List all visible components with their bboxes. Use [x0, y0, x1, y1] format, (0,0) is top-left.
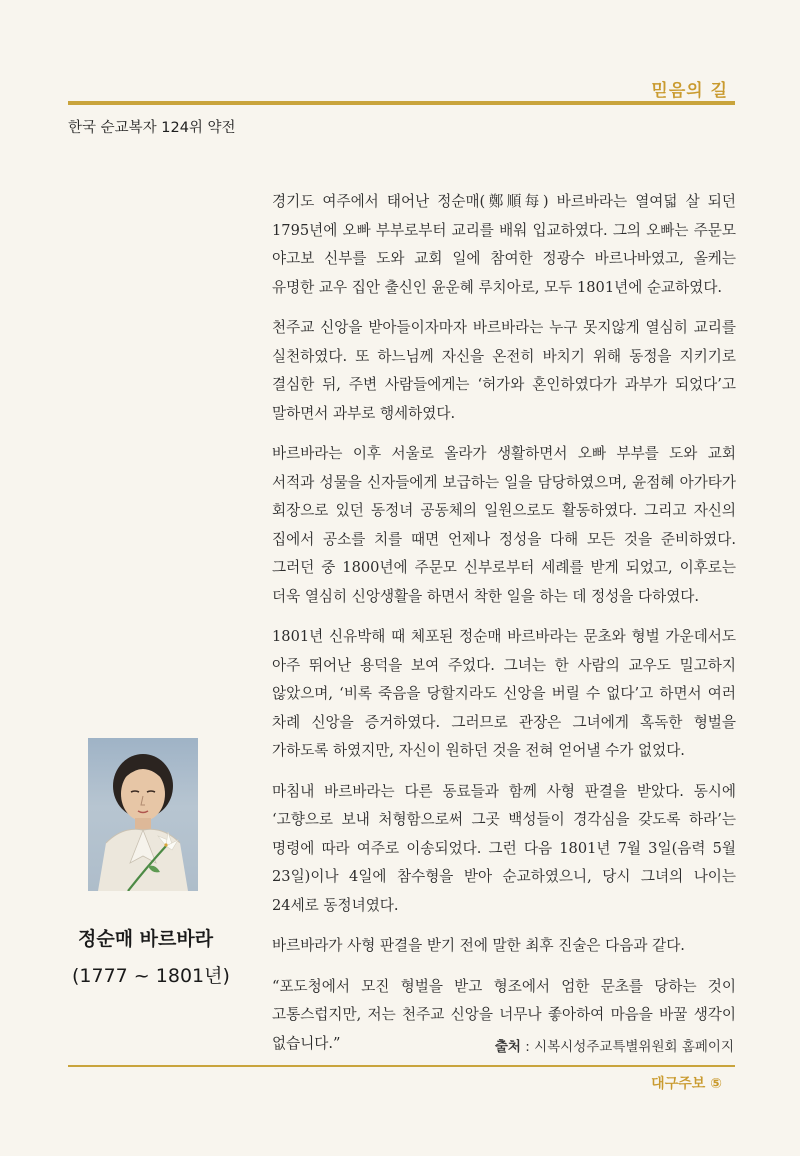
- source-text: 시복시성주교특별위원회 홈페이지: [534, 1039, 734, 1055]
- footer-divider: [68, 1065, 735, 1067]
- paragraph: 바르바라는 이후 서울로 올라가 생활하면서 오빠 부부를 도와 교회 서적과 성물을 신자들에게 보급하는 일을 담당하였으며, 윤점혜 아가타가 회장으로 있던 동정녀 공동체의 일원으로도 활동하였다. 그리고 자신의 집에서 공소를 치를 때면 언제나 정성을 다해 모든 것을 준비하였다. 그러던 중 1800년에 주문모 신부로부터 세례를 받게 되었고, 이후로는 더욱 열심히 신앙생활을 하면서 착한 일을 하는 데 정성을 다하였다.: [272, 445, 736, 605]
- paragraph: 경기도 여주에서 태어난 정순매(鄭順每) 바르바라는 열여덟 살 되던 1795년에 오빠 부부로부터 교리를 배워 입교하였다. 그의 오빠는 주문모 야고보 신부를 도와 교회 일에 참여한 정광수 바르나바였고, 올케는 유명한 교우 집안 출신인 윤운혜 루치아로, 모두 1801년에 순교하였다.: [272, 193, 736, 296]
- paragraph: 마침내 바르바라는 다른 동료들과 함께 사형 판결을 받았다. 동시에 ‘고향으로 보내 처형함으로써 그곳 백성들이 경각심을 갖도록 하라’는 명령에 따라 여주로 이송되었다. 그런 다음 1801년 7월 3일(음력 5월 23일)이나 4일에 참수형을 받아 순교하였으니, 당시 그녀의 나이는 24세로 동정녀였다.: [272, 782, 736, 914]
- paragraph: 바르바라가 사형 판결을 받기 전에 말한 최후 진술은 다음과 같다.: [272, 937, 685, 954]
- article-body: [272, 188, 736, 1070]
- source-label: 출처: [494, 1039, 521, 1055]
- header-divider: [68, 101, 735, 105]
- source-credit: [495, 1035, 734, 1055]
- source-separator: :: [520, 1039, 535, 1055]
- paragraph: 1801년 신유박해 때 체포된 정순매 바르바라는 문초와 형벌 가운데서도 아주 뛰어난 용덕을 보여 주었다. 그녀는 한 사람의 교우도 밀고하지 않았으며, ‘비록 죽음을 당할지라도 신앙을 버릴 수 없다’고 하면서 여러 차례 신앙을 증거하였다. 그러므로 관장은 그녀에게 혹독한 형벌을 가하도록 하였지만, 자신이 원하던 것을 전혀 얻어낼 수가 없었다.: [272, 628, 736, 759]
- footer-publication: 대구주보 ⑤: [651, 1076, 722, 1092]
- martyr-dates: (1777 ~ 1801년): [72, 965, 230, 987]
- portrait-image: [88, 738, 198, 891]
- martyr-name: 정순매 바르바라: [78, 928, 214, 950]
- section-title: 믿음의 길: [651, 81, 728, 101]
- series-label: 한국 순교복자 124위 약전: [68, 120, 236, 136]
- final-statement-quote: “포도청에서 모진 형벌을 받고 형조에서 엄한 문초를 당하는 것이 고통스럽지만, 저는 천주교 신앙을 너무나 좋아하여 마음을 바꿀 생각이 없습니다.”: [272, 977, 736, 1052]
- paragraph: 천주교 신앙을 받아들이자마자 바르바라는 누구 못지않게 열심히 교리를 실천하였다. 또 하느님께 자신을 온전히 바치기 위해 동정을 지키기로 결심한 뒤, 주변 사람들에게는 ‘허가와 혼인하였다가 과부가 되었다’고 말하면서 과부로 행세하였다.: [272, 319, 736, 422]
- portrait-caption: [72, 924, 232, 988]
